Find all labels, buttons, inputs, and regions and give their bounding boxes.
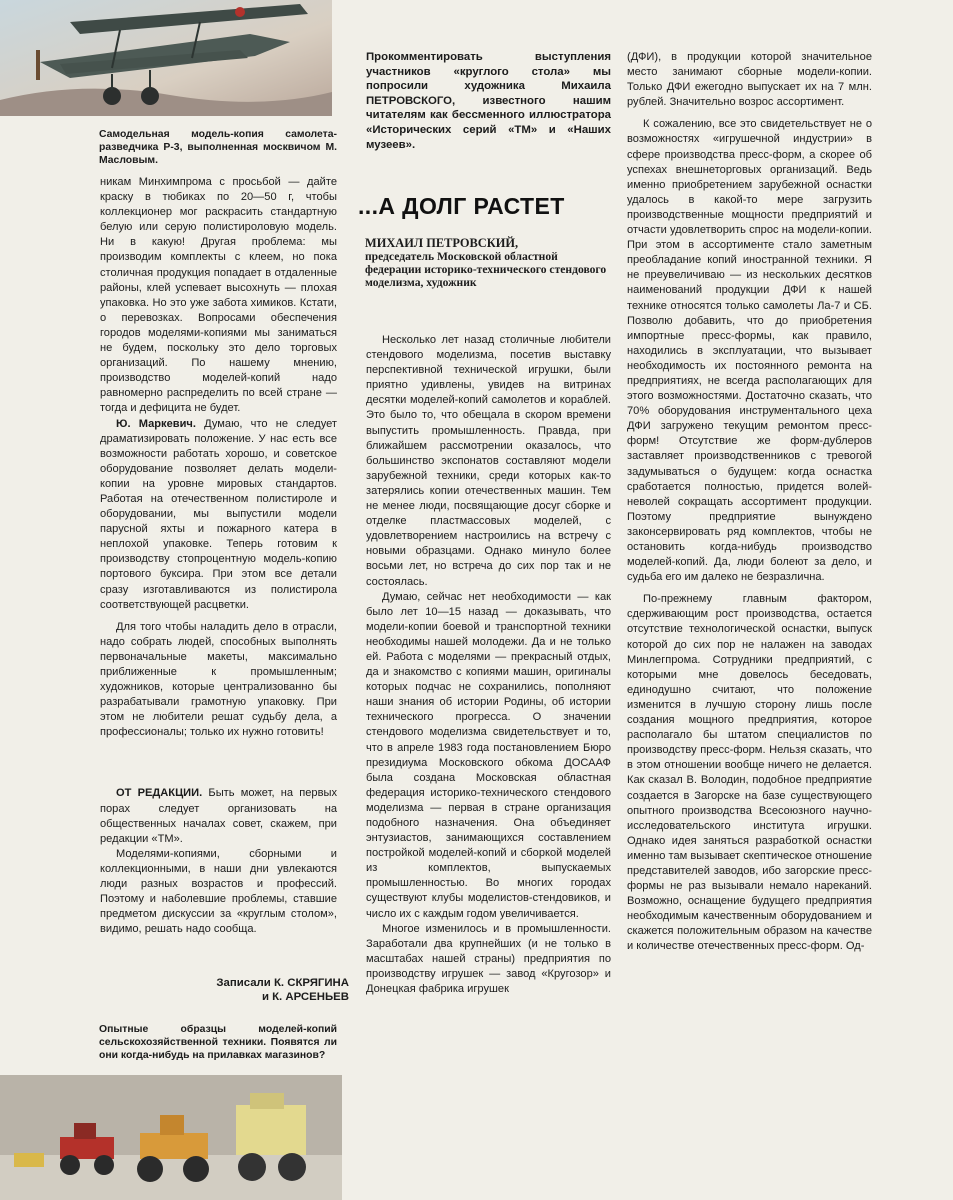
- editorial-label: ОТ РЕДАКЦИИ.: [116, 787, 203, 800]
- plane-caption-text: Самодельная модель-копия самолета-разведчика Р-3, выполненная москвичом М. Масловым.: [99, 129, 337, 166]
- middle-column: [366, 333, 611, 997]
- editorial-paragraph-2: Моделями-копиями, сборными и коллекционными, в наши дни увлекаются люди разных возрастов и профессий. Поэтому и наболевшие проблемы, ставшие предметом дискуссии за «круглым столом», видимо, решать надо сообща.: [100, 847, 337, 936]
- middle-paragraph-1: Несколько лет назад столичные любители стендового моделизма, посетив выставку перспективной технической игрушки, были приятно удивлены, увидев на витринах десятки моделей-копий самолетов и кораблей. Это было то, что обещала в скором времени выпустить промышленность. Правда, при ближайшем рассмотрении оказалось, что большинство экспонатов составляют модели зарубежной техники, среди которых как-то затерялись копии отечественных машин. Тем не менее люди, посвящающие досуг сборке и отделке пластмассовых моделей, с удовлетворением настроились на встречу с новыми образцами. Однако минуло более восьми лет, но встреча до сих пор так и не состоялась.: [366, 334, 611, 588]
- right-paragraph-2: К сожалению, все это свидетельствует не о возможностях «игрушечной индустрии» в сфере производства пресс-форм, а скорее об успехах внешнеторговых организаций. Ведь именно приобретением зарубежной оснастки удалось в какой-то мере загрузить производственные мощности предприятий и отчасти удовлетворить спрос на модели-копии. При этом в ассортименте стало заметным преобладание копий иностранной техники. Я не преувеличиваю — из нескольких десятков наименований продукции ДФИ к нашей технике относятся только самолеты Ла-7 и СБ. Позволю добавить, что до приобретения импортные пресс-формы, как правило, находились в эксплуатации, что вызывает необходимость их постоянного ремонта на предприятиях, не всегда располагающих для этого возможностями. Достаточно сказать, что 70% оборудования инструментального цеха ДФИ загружено текущим ремонтом пресс-форм! Отсутствие же форм-дублеров заставляет производственников с тревогой задумываться о будущем: когда оснастка сработается полностью, придется волей-неволей сокращать ассортимент продукции. Поэтому предприятие вынуждено законсервировать ряд комплектов, чтобы не остановить когда-нибудь производство моделей-копий. Да, люди болеют за дело, и судьба его им далеко не безразлична.: [627, 118, 872, 584]
- speaker-name: Ю. Маркевич.: [116, 417, 196, 430]
- signature-block: [87, 976, 349, 1004]
- right-paragraph-1: (ДФИ), в продукции которой значительное место занимают сборные модели-копии. Только ДФИ ежегодно выпускает их на 7 млн. рублей. Значительно возрос ассортимент.: [627, 51, 872, 109]
- biplane-illustration: [0, 0, 332, 116]
- author-role: председатель Московской областной федерации историко-технического стендового моделизма, художник: [365, 250, 607, 290]
- left-column: [100, 175, 337, 937]
- right-paragraph-3: По-прежнему главным фактором, сдерживающим рост производства, остается отсутствие технологической оснастки, выпуск которой до сих пор не налажен на заводах Минлегпрома. Сотрудники предприятий, с которыми мне довелось беседовать, единодушно считают, что положение изменится в лучшую сторону лишь после создания мощного предприятия, которое располагало бы штатом специалистов по производству пресс-форм. Нельзя сказать, что в этом отношении вообще ничего не делается. Как сказал В. Володин, подобное предприятие создается в Загорске на базе существующего опытного производства Всесоюзного научно-исследовательского института игрушки. Однако идея заняться разработкой оснастки именно там вызывает скептическое отношение представителей заводов, ибо загорские пресс-формы не раз вызывали немало нареканий. Возможно, оснащение будущего предприятия необходимым качественным оборудованием и скажется положительным образом на качестве и количестве отечественных пресс-форм. Од-: [627, 593, 872, 953]
- tractor-models-illustration: [0, 1075, 342, 1200]
- left-paragraph-1: никам Минхимпрома с просьбой — дайте краску в тюбиках по 20—50 г, чтобы коллекционер мог раскрасить стандартную белую или серую полистироловую модель. Ни в какую! Другая проблема: мы производим комплекты с клеем, но пока столичная продукция попадает в отдаленные районы, клей успевает высохнуть — плохая упаковка. Но это уже забота химиков. Кстати, о перевозках. Вопросами обеспечения городов моделями-копиями мы заниматься не будем, поскольку это дело торговых организаций. По нашему мнению, производство моделей-копий надо равномерно распределить по всей стране — тогда и дефицита не будет.: [100, 176, 337, 415]
- signature-line-1: Записали К. СКРЯГИНА: [216, 977, 349, 989]
- tractor-caption-text: Опытные образцы моделей-копий сельскохозяйственной техники. Появятся ли они когда-нибудь на прилавках магазинов?: [99, 1024, 337, 1061]
- left-paragraph-2: [100, 417, 337, 613]
- article-headline: ...А ДОЛГ РАСТЕТ: [358, 193, 565, 219]
- right-column: [627, 50, 872, 955]
- intro-block: [366, 50, 611, 152]
- author-name: МИХАИЛ ПЕТРОВСКИЙ,: [365, 236, 519, 250]
- middle-paragraph-3: Многое изменилось и в промышленности. Заработали два крупнейших (и не только в масштабах нашей страны) предприятия по производству игрушек — завод «Кругозор» и Донецкая фабрика игрушек: [366, 922, 611, 996]
- editorial-paragraph-1: [100, 786, 337, 846]
- plane-photo: [0, 0, 332, 116]
- tractor-caption: [99, 1023, 337, 1062]
- editorial-text-1: Быть может, на первых порах следует организовать на общественных началах совет, скажем, при редакции «ТМ».: [100, 787, 337, 845]
- left-paragraph-3: Для того чтобы наладить дело в отрасли, надо собрать людей, способных выполнять первоначальные макеты, максимально приближенные к промышленным; художников, которые централизованно бы разрабатывали грамотную упаковку. При этом не любители решат судьбу дела, а профессионалы; только их нужно готовить!: [100, 620, 337, 739]
- author-block: [365, 236, 610, 290]
- signature-line-2: и К. АРСЕНЬЕВ: [261, 991, 349, 1003]
- intro-text: Прокомментировать выступления участников «круглого стола» мы попросили художника Михаила ПЕТРОВСКОГО, известного нашим читателям как бессменного иллюстратора «Исторических серий «ТМ» и «Наших музеев».: [366, 51, 611, 151]
- tractor-photo: [0, 1075, 342, 1200]
- middle-paragraph-2: Думаю, сейчас нет необходимости — как было лет 10—15 назад — доказывать, что модели-копии боевой и транспортной техники необходимы нашей молодежи. Да и не только ей. Работа с моделями — прекрасный отдых, да и знакомство с копиями машин, оригиналы которых подчас не сохранились, пополняют наши знания об истории Родины, об истории технического прогресса. О значении стендового моделизма свидетельствует и то, что в апреле 1983 года постановлением Бюро президиума Московского обкома ДОСААФ была создана Московская областная федерация историко-технического стендового моделизма — первая в стране организация подобного назначения. Она объединяет энтузиастов, занимающихся составлением постройкой моделей-копий и сборкой моделей из комплектов, выпускаемых промышленностью. Во многих городах существуют клубы моделистов-стендовиков, и число их с каждым годом увеличивается.: [366, 590, 611, 920]
- plane-caption: [99, 128, 337, 167]
- speaker-text: Думаю, что не следует драматизировать положение. У нас есть все возможности работать хорошо, и советское оборудование позволяет делать модели-копии на уровне мировых стандартов. Работая на отечественном полистироле и оборудовании, мы выпустили модели парусной яхты и пожарного катера в неплохой упаковке. Теперь готовим к производству стопроцентную модель-копию портового буксира. При этом все детали сразу изготавливаются из полистирола соответствующей расцветки.: [100, 417, 337, 611]
